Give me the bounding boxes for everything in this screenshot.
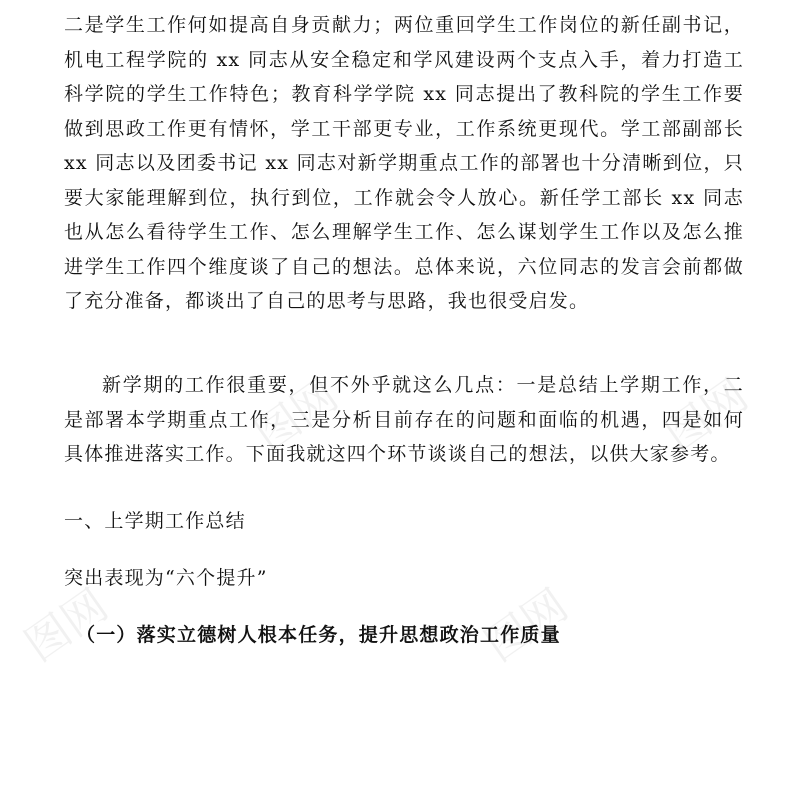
watermark: 图网 [15,579,118,672]
body-paragraph-2: 新学期的工作很重要，但不外乎就这么几点：一是总结上学期工作，二是部署本学期重点工作，三是分析目前存在的问题和面临的机遇，四是如何具体推进落实工作。下面我就这四个环节谈谈自己的想法，以供大家参考。 [64,374,744,465]
watermark: 图网 [245,369,348,462]
subsection-heading: （一）落实立德树人根本任务，提升思想政治工作质量 [76,624,561,646]
section-subheading: 突出表现为“六个提升” [64,567,268,589]
watermark: 图网 [655,369,758,462]
body-paragraph-1: 二是学生工作何如提高自身贡献力；两位重回学生工作岗位的新任副书记，机电工程学院的 xx 同志从安全稳定和学风建设两个支点入手，着力打造工科学院的学生工作特色；教育科学学院 xx 同志提出了教科院的学生工作要做到思政工作更有情怀，学工干部更专业，工作系统更现代。学工部副部长 xx 同志以及团委书记 xx 同志对新学期重点工作的部署也十分清晰到位，只要大家能理解到位，执行到位，工作就会令人放心。新任学工部长 xx 同志也从怎么看待学生工作、怎么理解学生工作、怎么谋划学生工作以及怎么推进学生工作四个维度谈了自己的想法。总体来说，六位同志的发言会前都做了充分准备，都谈出了自己的思考与思路，我也很受启发。 [64,14,744,312]
watermark: 图网 [475,579,578,672]
section-heading: 一、上学期工作总结 [64,510,246,532]
